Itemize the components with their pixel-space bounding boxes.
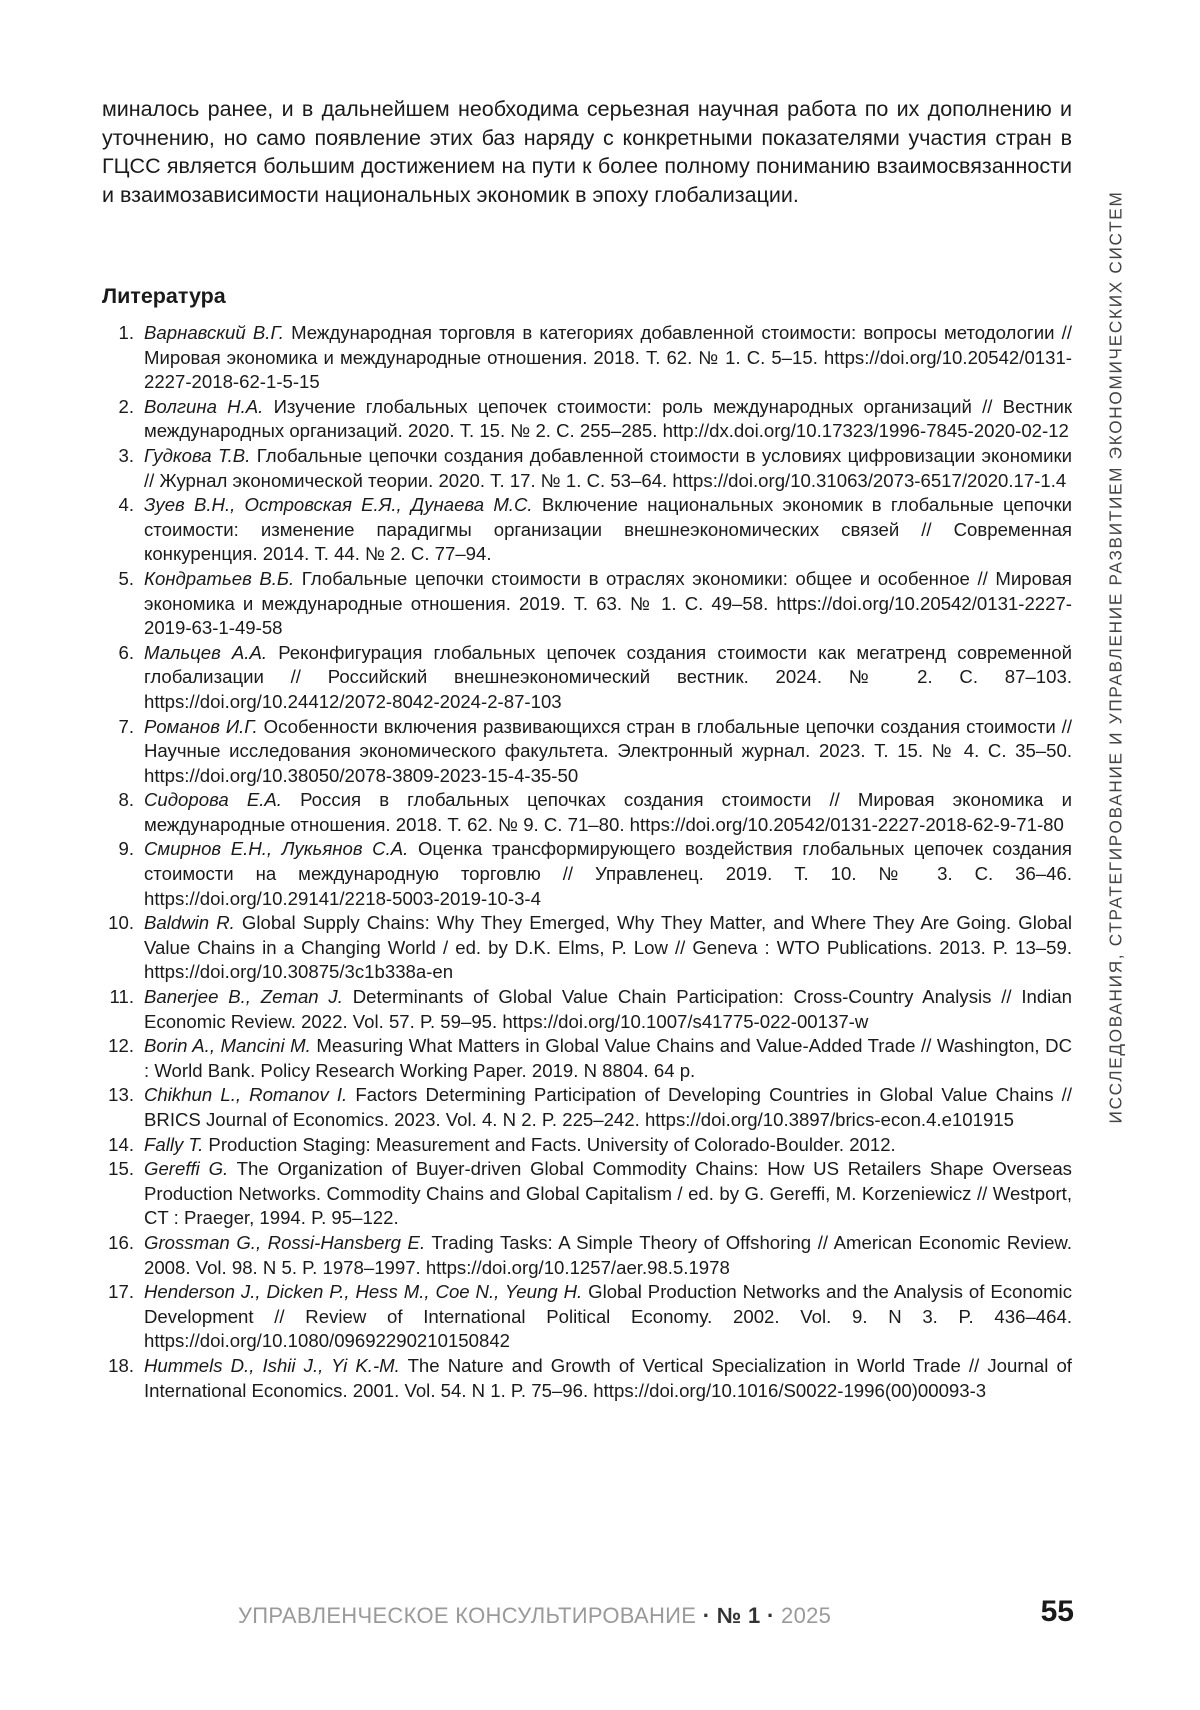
reference-text: Global Supply Chains: Why They Emerged, Why They Matter, and Where They Are Going. Global Value Chains in a Changing World / ed. by D.K. Elms, P. Low // Geneva : WTO Publications. 2013. P. 13–59. https://doi.org/10.30875/3c1b338a-en	[144, 912, 1072, 982]
page-number: 55	[1041, 1595, 1074, 1629]
reference-item	[102, 641, 1072, 715]
reference-number: 3.	[102, 444, 134, 469]
reference-number: 8.	[102, 788, 134, 813]
reference-text: Measuring What Matters in Global Value Chains and Value-Added Trade // Washington, DC : World Bank. Policy Research Working Paper. 2019. N 8804. 64 p.	[144, 1035, 1072, 1081]
reference-item	[102, 321, 1072, 395]
reference-number: 14.	[102, 1133, 134, 1158]
reference-text: The Nature and Growth of Vertical Specialization in World Trade // Journal of International Economics. 2001. Vol. 54. N 1. P. 75–96. https://doi.org/10.1016/S0022-1996(00)00093-3	[144, 1355, 1072, 1401]
reference-item	[102, 911, 1072, 985]
reference-number: 17.	[102, 1280, 134, 1305]
reference-text: Production Staging: Measurement and Facts. University of Colorado-Boulder. 2012.	[208, 1134, 895, 1155]
reference-authors: Banerjee B., Zeman J.	[144, 986, 343, 1007]
reference-text: Глобальные цепочки создания добавленной стоимости в условиях цифровизации экономики // Журнал экономической теории. 2020. Т. 17. № 1. С. 53–64. https://doi.org/10.31063/2073-6517/2020.17-1.4	[144, 445, 1072, 491]
reference-text: Включение национальных экономик в глобальные цепочки стоимости: изменение парадигмы организации внешнеэкономических связей // Современная конкуренция. 2014. Т. 44. № 2. С. 77–94.	[144, 494, 1072, 564]
reference-text: Особенности включения развивающихся стран в глобальные цепочки создания стоимости // Научные исследования экономического факультета. Электронный журнал. 2023. Т. 15. № 4. С. 35–50. https://doi.org/10.38050/2078-3809-2023-15-4-35-50	[144, 716, 1072, 786]
reference-number: 16.	[102, 1231, 134, 1256]
footer-journal-line	[238, 1603, 831, 1629]
footer-issue: № 1	[717, 1603, 761, 1628]
reference-number: 10.	[102, 911, 134, 936]
reference-number: 15.	[102, 1157, 134, 1182]
reference-text: The Organization of Buyer-driven Global Commodity Chains: How US Retailers Shape Overseas Production Networks. Commodity Chains and Global Capitalism / ed. by G. Gereffi, M. Korzeniewicz // Westport, CT : Praeger, 1994. P. 95–122.	[144, 1158, 1072, 1228]
reference-item	[102, 1280, 1072, 1354]
footer-journal-title: УПРАВЛЕНЧЕСКОЕ КОНСУЛЬТИРОВАНИЕ	[238, 1603, 696, 1628]
reference-text: Determinants of Global Value Chain Participation: Cross-Country Analysis // Indian Economic Review. 2022. Vol. 57. P. 59–95. https://doi.org/10.1007/s41775-022-00137-w	[144, 986, 1072, 1032]
reference-item	[102, 1133, 1072, 1158]
reference-number: 6.	[102, 641, 134, 666]
reference-item	[102, 837, 1072, 911]
reference-number: 18.	[102, 1354, 134, 1379]
reference-item	[102, 788, 1072, 837]
reference-authors: Gereffi G.	[144, 1158, 228, 1179]
reference-item	[102, 395, 1072, 444]
reference-number: 2.	[102, 395, 134, 420]
references-list	[102, 321, 1072, 1403]
reference-text: Оценка трансформирующего воздействия глобальных цепочек создания стоимости на международную торговлю // Управленец. 2019. Т. 10. № 3. С. 36–46. https://doi.org/10.29141/2218-5003-2019-10-3-4	[144, 838, 1072, 908]
footer-separator: ·	[703, 1603, 711, 1628]
reference-authors: Chikhun L., Romanov I.	[144, 1084, 347, 1105]
reference-authors: Кондратьев В.Б.	[144, 568, 294, 589]
reference-number: 12.	[102, 1034, 134, 1059]
reference-authors: Мальцев А.А.	[144, 642, 267, 663]
reference-text: Factors Determining Participation of Developing Countries in Global Value Chains // BRICS Journal of Economics. 2023. Vol. 4. N 2. P. 225–242. https://doi.org/10.3897/brics-econ.4.e101915	[144, 1084, 1072, 1130]
footer-separator: ·	[767, 1603, 775, 1628]
reference-authors: Henderson J., Dicken P., Hess M., Coe N., Yeung H.	[144, 1281, 582, 1302]
reference-item	[102, 1034, 1072, 1083]
reference-text: Россия в глобальных цепочках создания стоимости // Мировая экономика и международные отношения. 2018. Т. 62. № 9. С. 71–80. https://doi.org/10.20542/0131-2227-2018-62-9-71-80	[144, 789, 1072, 835]
reference-text: Trading Tasks: A Simple Theory of Offshoring // American Economic Review. 2008. Vol. 98. N 5. P. 1978–1997. https://doi.org/10.1257/aer.98.5.1978	[144, 1232, 1072, 1278]
reference-text: Глобальные цепочки стоимости в отраслях экономики: общее и особенное // Мировая экономика и международные отношения. 2019. Т. 63. № 1. С. 49–58. https://doi.org/10.20542/0131-2227-2019-63-1-49-58	[144, 568, 1072, 638]
page-footer	[238, 1597, 1074, 1637]
reference-text: Изучение глобальных цепочек стоимости: роль международных организаций // Вестник международных организаций. 2020. Т. 15. № 2. С. 255–285. http://dx.doi.org/10.17323/1996-7845-2020-02-12	[144, 396, 1072, 442]
reference-item	[102, 1354, 1072, 1403]
reference-number: 9.	[102, 837, 134, 862]
reference-authors: Grossman G., Rossi-Hansberg E.	[144, 1232, 425, 1253]
reference-item	[102, 985, 1072, 1034]
reference-number: 4.	[102, 493, 134, 518]
reference-item	[102, 1231, 1072, 1280]
reference-authors: Романов И.Г.	[144, 716, 258, 737]
reference-item	[102, 715, 1072, 789]
reference-number: 1.	[102, 321, 134, 346]
reference-authors: Зуев В.Н., Островская Е.Я., Дунаева М.С.	[144, 494, 533, 515]
reference-text: Международная торговля в категориях добавленной стоимости: вопросы методологии // Мировая экономика и международные отношения. 2018. Т. 62. № 1. С. 5–15. https://doi.org/10.20542/0131-2227-2018-62-1-5-15	[144, 322, 1072, 392]
intro-paragraph: миналось ранее, и в дальнейшем необходима серьезная научная работа по их дополнению и уточнению, но само появление этих баз наряду с конкретными показателями участия стран в ГЦСС является большим достижением на пути к более полному пониманию взаимосвязанности и взаимозависимости национальных экономик в эпоху глобализации.	[102, 95, 1072, 209]
reference-authors: Смирнов Е.Н., Лукьянов С.А.	[144, 838, 408, 859]
reference-number: 5.	[102, 567, 134, 592]
reference-item	[102, 1083, 1072, 1132]
reference-item	[102, 444, 1072, 493]
reference-item	[102, 567, 1072, 641]
journal-section-sidebar: ИССЛЕДОВАНИЯ, СТРАТЕГИРОВАНИЕ И УПРАВЛЕНИЕ РАЗВИТИЕМ ЭКОНОМИЧЕСКИХ СИСТЕМ	[1106, 0, 1127, 1357]
reference-number: 7.	[102, 715, 134, 740]
reference-text: Реконфигурация глобальных цепочек создания стоимости как мегатренд современной глобализации // Российский внешнеэкономический вестник. 2024. № 2. С. 87–103. https://doi.org/10.24412/2072-8042-2024-2-87-103	[144, 642, 1072, 712]
reference-authors: Варнавский В.Г.	[144, 322, 284, 343]
reference-item	[102, 1157, 1072, 1231]
reference-authors: Hummels D., Ishii J., Yi K.-M.	[144, 1355, 400, 1376]
reference-authors: Сидорова Е.А.	[144, 789, 282, 810]
reference-authors: Гудкова Т.В.	[144, 445, 250, 466]
reference-number: 11.	[102, 985, 134, 1010]
footer-year: 2025	[781, 1603, 831, 1628]
references-heading: Литература	[102, 282, 226, 310]
reference-authors: Fally T.	[144, 1134, 203, 1155]
reference-authors: Borin A., Mancini M.	[144, 1035, 311, 1056]
reference-authors: Волгина Н.А.	[144, 396, 263, 417]
reference-text: Global Production Networks and the Analysis of Economic Development // Review of International Political Economy. 2002. Vol. 9. N 3. P. 436–464. https://doi.org/10.1080/09692290210150842	[144, 1281, 1072, 1351]
reference-item	[102, 493, 1072, 567]
reference-authors: Baldwin R.	[144, 912, 235, 933]
reference-number: 13.	[102, 1083, 134, 1108]
